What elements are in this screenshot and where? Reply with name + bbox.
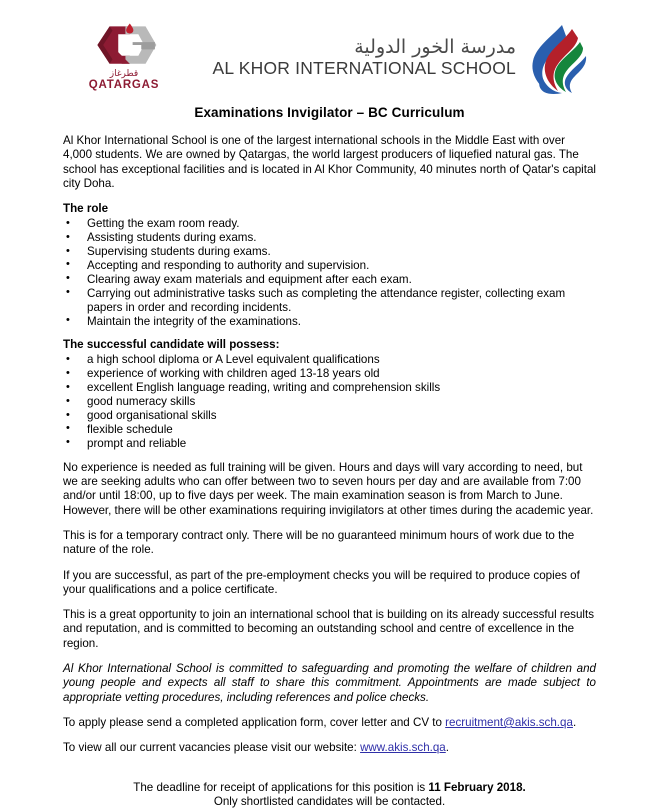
list-item: • good numeracy skills bbox=[63, 395, 596, 409]
qatargas-logo bbox=[72, 22, 176, 94]
deadline-block bbox=[63, 781, 596, 810]
deadline-date: 11 February 2018. bbox=[428, 780, 526, 794]
school-latin-name: AL KHOR INTERNATIONAL SCHOOL bbox=[212, 58, 516, 78]
list-item: • Supervising students during exams. bbox=[63, 245, 596, 259]
list-item: • Clearing away exam materials and equipment after each exam. bbox=[63, 273, 596, 287]
pre-employment-checks-paragraph: If you are successful, as part of the pre-employment checks you will be required to produce copies of your qualifications and a police certificate. bbox=[63, 568, 580, 596]
qatargas-qg-monogram-icon bbox=[88, 22, 160, 68]
list-item: • prompt and reliable bbox=[63, 437, 596, 451]
document-header bbox=[0, 0, 657, 110]
page-title: Examinations Invigilator – BC Curriculum bbox=[194, 105, 465, 120]
apply-paragraph bbox=[63, 716, 596, 730]
footer-spacer bbox=[63, 767, 596, 771]
candidate-heading: The successful candidate will possess: bbox=[63, 338, 280, 352]
list-item: • Maintain the integrity of the examinations. bbox=[63, 315, 596, 329]
list-item: • Assisting students during exams. bbox=[63, 231, 596, 245]
list-item: • flexible schedule bbox=[63, 423, 596, 437]
apply-text-suffix: . bbox=[572, 715, 577, 729]
list-item: • a high school diploma or A Level equivalent qualifications bbox=[63, 353, 596, 367]
shortlist-note: Only shortlisted candidates will be contacted. bbox=[213, 795, 446, 809]
recruitment-email-link[interactable]: recruitment@akis.sch.qa bbox=[445, 715, 573, 729]
candidate-list bbox=[63, 353, 596, 450]
list-item: • Accepting and responding to authority and supervision. bbox=[63, 259, 596, 273]
experience-paragraph: No experience is needed as full training will be given. Hours and days will vary according to need, but we are seeking adults who can offer between two to seven hours per day and are available from 7:00 and/or until 18:00, up to five days per week. The main examination season is from March to June. However, there will be other examinations requiring invigilators at other times during the academic year. bbox=[63, 460, 594, 517]
opportunity-paragraph: This is a great opportunity to join an international school that is building on its already successful results and reputation, and is committed to becoming an outstanding school and centre of excellence in the region. bbox=[63, 608, 595, 650]
qatargas-arabic-name: قطرغاز bbox=[109, 69, 139, 79]
list-item: • Getting the exam room ready. bbox=[63, 217, 596, 231]
school-arabic-name: مدرسة الخور الدولية bbox=[354, 36, 516, 58]
akis-flame-logo-icon bbox=[528, 24, 590, 94]
intro-paragraph: Al Khor International School is one of the largest international schools in the Middle East with over 4,000 students. We are owned by Qatargas, the world largest producers of liquefied natural gas. The school has exceptional facilities and is located in Al Khor Community, 40 minutes north of Qatar's capital city Doha. bbox=[63, 134, 597, 190]
safeguarding-statement: Al Khor International School is committed to safeguarding and promoting the welfare of children and young people and expects all staff to share this commitment. Appointments are made subject to appropriate vetting procedures, including references and police checks. bbox=[63, 662, 596, 704]
vacancies-paragraph bbox=[63, 741, 596, 755]
apply-text: To apply please send a completed application form, cover letter and CV to bbox=[63, 715, 446, 729]
list-item: • excellent English language reading, writing and comprehension skills bbox=[63, 381, 596, 395]
website-link[interactable]: www.akis.sch.qa bbox=[360, 741, 446, 755]
role-heading: The role bbox=[63, 202, 109, 216]
list-item: • good organisational skills bbox=[63, 409, 596, 423]
deadline-text: The deadline for receipt of applications for this position is bbox=[133, 780, 429, 794]
deadline-line bbox=[63, 781, 596, 796]
vacancies-text: To view all our current vacancies please visit our website: bbox=[63, 741, 361, 755]
document-body bbox=[63, 105, 596, 810]
contract-paragraph: This is for a temporary contract only. There will be no guaranteed minimum hours of work due to the nature of the role. bbox=[63, 528, 575, 557]
list-item: • Carrying out administrative tasks such as completing the attendance register, collecting exam papers in order and recording incidents. bbox=[63, 287, 596, 315]
school-name-block bbox=[186, 36, 516, 78]
role-list bbox=[63, 217, 596, 328]
qatargas-wordmark: QATARGAS bbox=[88, 79, 160, 91]
list-item: • experience of working with children aged 13-18 years old bbox=[63, 367, 596, 381]
vacancies-text-suffix: . bbox=[445, 741, 449, 755]
